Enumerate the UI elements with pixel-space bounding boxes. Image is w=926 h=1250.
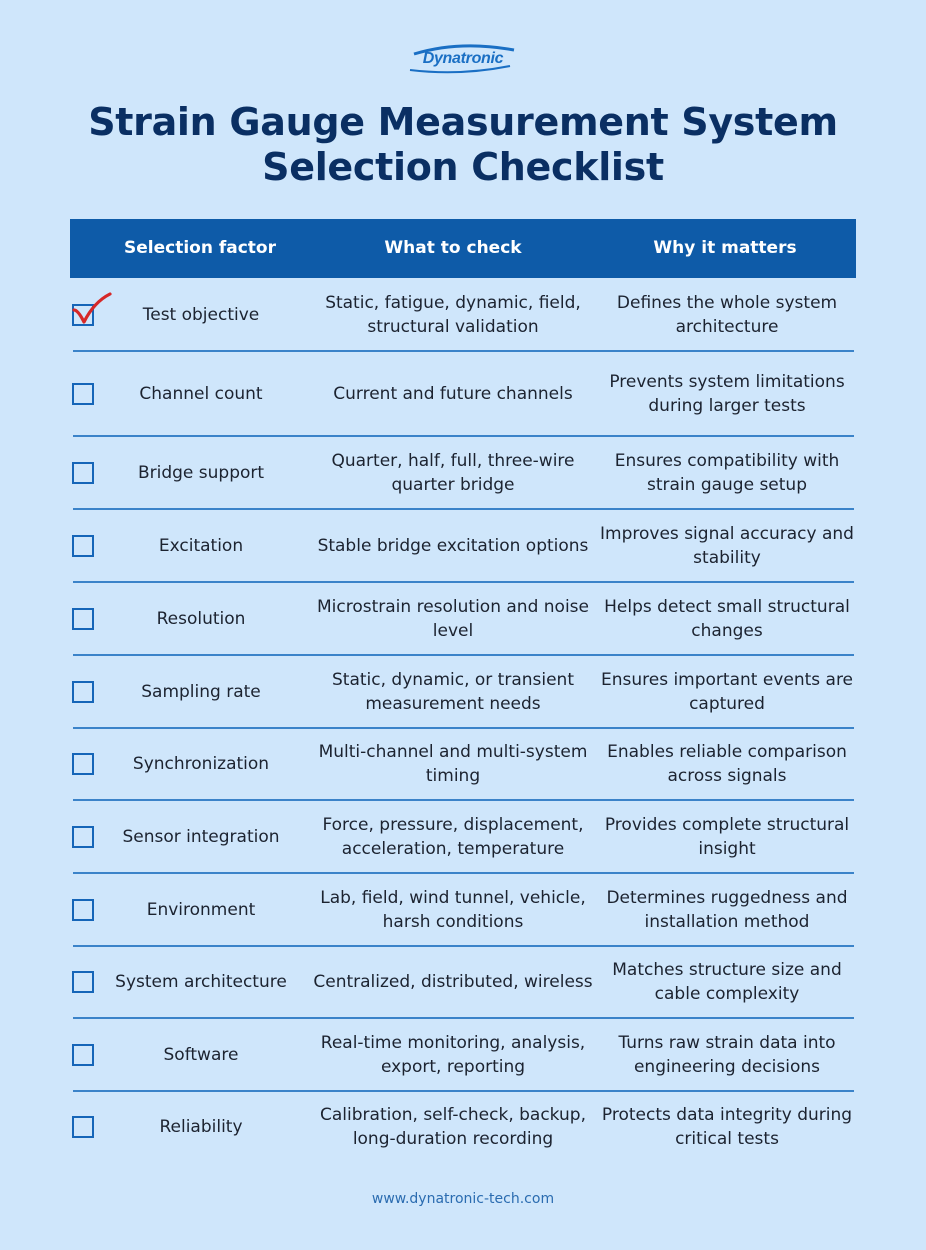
cell-selection-factor: Sampling rate — [141, 681, 261, 702]
cell-why-it-matters: Ensures compatibility with strain gauge setup — [614, 450, 840, 495]
cell-selection-factor: Test objective — [142, 304, 260, 325]
title-line-1: Strain Gauge Measurement System — [88, 100, 838, 144]
table-row — [70, 1019, 856, 1091]
cell-why-it-matters: Provides complete structural insight — [604, 814, 850, 859]
cell-what-to-check: Quarter, half, full, three-wire quarter bridge — [331, 450, 575, 495]
cell-selection-factor: Environment — [146, 899, 256, 920]
cell-selection-factor: Software — [163, 1044, 239, 1065]
header-what-to-check: What to check — [384, 238, 522, 258]
checkbox[interactable] — [72, 1116, 94, 1138]
cell-selection-factor: Synchronization — [132, 753, 270, 774]
checkbox[interactable] — [72, 971, 94, 993]
checkbox[interactable] — [72, 535, 94, 557]
cell-what-to-check: Force, pressure, displacement, acceleration, temperature — [322, 814, 584, 859]
cell-selection-factor: Reliability — [159, 1116, 243, 1137]
cell-why-it-matters: Matches structure size and cable complexity — [612, 959, 842, 1004]
cell-what-to-check: Real-time monitoring, analysis, export, reporting — [320, 1032, 586, 1077]
cell-why-it-matters: Turns raw strain data into engineering decisions — [618, 1032, 836, 1077]
checkbox[interactable] — [72, 304, 94, 326]
checkbox[interactable] — [72, 1044, 94, 1066]
page-title — [0, 100, 926, 190]
cell-what-to-check: Microstrain resolution and noise level — [317, 596, 589, 641]
cell-selection-factor: Sensor integration — [122, 826, 280, 847]
logo-text: Dynatronic — [422, 50, 504, 67]
header-selection-factor: Selection factor — [124, 238, 276, 258]
checkbox[interactable] — [72, 681, 94, 703]
cell-what-to-check: Current and future channels — [333, 383, 573, 404]
table-row — [70, 583, 856, 655]
cell-why-it-matters: Ensures important events are captured — [600, 669, 854, 714]
table-row — [70, 946, 856, 1018]
cell-why-it-matters: Defines the whole system architecture — [616, 292, 838, 337]
checkbox[interactable] — [72, 383, 94, 405]
cell-what-to-check: Static, dynamic, or transient measurement needs — [331, 669, 575, 714]
cell-selection-factor: System architecture — [115, 971, 287, 992]
cell-what-to-check: Multi-channel and multi-system timing — [318, 741, 588, 786]
cell-what-to-check: Static, fatigue, dynamic, field, structural validation — [325, 292, 581, 337]
table-row — [70, 728, 856, 800]
table-row — [70, 874, 856, 946]
table-row — [70, 352, 856, 436]
cell-why-it-matters: Enables reliable comparison across signals — [607, 741, 847, 786]
cell-what-to-check: Stable bridge excitation options — [317, 535, 589, 556]
cell-selection-factor: Resolution — [156, 608, 246, 629]
title-line-2: Selection Checklist — [262, 145, 664, 189]
table-header — [70, 219, 856, 278]
cell-what-to-check: Lab, field, wind tunnel, vehicle, harsh conditions — [320, 887, 586, 932]
cell-why-it-matters: Protects data integrity during critical tests — [601, 1104, 853, 1149]
checkbox[interactable] — [72, 899, 94, 921]
table-row — [70, 437, 856, 509]
checkbox[interactable] — [72, 462, 94, 484]
checkbox[interactable] — [72, 753, 94, 775]
header-why-it-matters: Why it matters — [653, 238, 797, 258]
checkbox[interactable] — [72, 826, 94, 848]
table-row — [70, 1091, 856, 1163]
table-row — [70, 279, 856, 351]
cell-selection-factor: Bridge support — [137, 462, 265, 483]
table-row — [70, 656, 856, 728]
company-logo — [400, 40, 526, 80]
cell-why-it-matters: Prevents system limitations during larger tests — [609, 371, 845, 416]
cell-why-it-matters: Determines ruggedness and installation method — [606, 887, 848, 932]
cell-selection-factor: Excitation — [158, 535, 244, 556]
cell-what-to-check: Calibration, self-check, backup, long-duration recording — [320, 1104, 586, 1149]
table-row — [70, 801, 856, 873]
table-row — [70, 510, 856, 582]
cell-why-it-matters: Improves signal accuracy and stability — [600, 523, 854, 568]
cell-selection-factor: Channel count — [139, 383, 263, 404]
checkbox[interactable] — [72, 608, 94, 630]
footer-url[interactable]: www.dynatronic-tech.com — [371, 1191, 555, 1207]
cell-why-it-matters: Helps detect small structural changes — [604, 596, 850, 641]
cell-what-to-check: Centralized, distributed, wireless — [313, 971, 593, 992]
